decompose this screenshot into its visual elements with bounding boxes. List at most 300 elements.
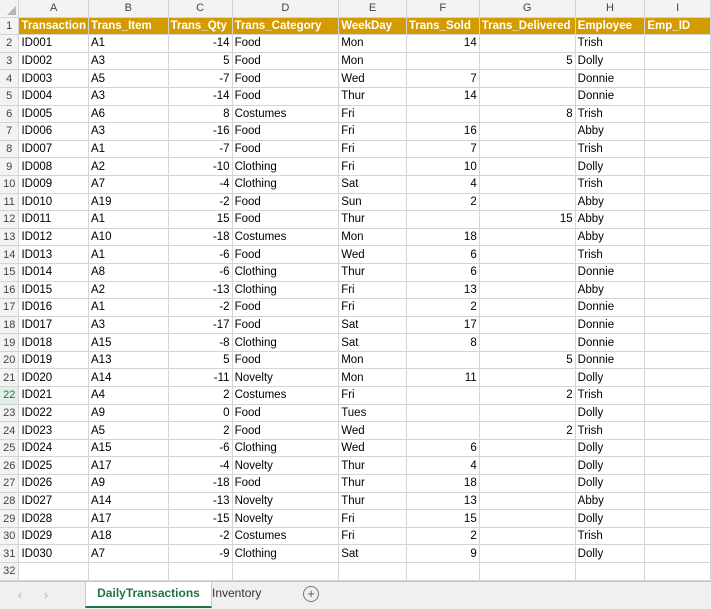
cell-b30[interactable]: A18 — [89, 527, 169, 545]
cell-g3[interactable]: 5 — [479, 52, 575, 70]
column-header-h[interactable]: H — [575, 0, 645, 17]
cell-f1[interactable]: Trans_Sold — [406, 17, 479, 35]
cell-f26[interactable]: 4 — [406, 457, 479, 475]
cell-a16[interactable]: ID015 — [19, 281, 89, 299]
cell-e28[interactable]: Thur — [339, 492, 407, 510]
cell-b24[interactable]: A5 — [89, 422, 169, 440]
cell-h10[interactable]: Trish — [575, 175, 645, 193]
row-header-22[interactable]: 22 — [0, 387, 19, 405]
cell-f12[interactable] — [406, 211, 479, 229]
row-header-32[interactable]: 32 — [0, 563, 19, 581]
cell-i3[interactable] — [645, 52, 711, 70]
cell-i17[interactable] — [645, 299, 711, 317]
cell-e9[interactable]: Fri — [339, 158, 407, 176]
cell-d24[interactable]: Food — [232, 422, 339, 440]
cell-c1[interactable]: Trans_Qty — [168, 17, 232, 35]
cell-c27[interactable]: -18 — [168, 475, 232, 493]
cell-h22[interactable]: Trish — [575, 387, 645, 405]
cell-d25[interactable]: Clothing — [232, 439, 339, 457]
row-header-29[interactable]: 29 — [0, 510, 19, 528]
cell-g30[interactable] — [479, 527, 575, 545]
cell-d16[interactable]: Clothing — [232, 281, 339, 299]
cell-d15[interactable]: Clothing — [232, 263, 339, 281]
cell-d20[interactable]: Food — [232, 351, 339, 369]
cell-i11[interactable] — [645, 193, 711, 211]
cell-i4[interactable] — [645, 70, 711, 88]
cell-h12[interactable]: Abby — [575, 211, 645, 229]
cell-g2[interactable] — [479, 35, 575, 53]
cell-h21[interactable]: Dolly — [575, 369, 645, 387]
cell-c2[interactable]: -14 — [168, 35, 232, 53]
cell-h32[interactable] — [575, 563, 645, 581]
cell-f19[interactable]: 8 — [406, 334, 479, 352]
cell-d13[interactable]: Costumes — [232, 228, 339, 246]
cell-c18[interactable]: -17 — [168, 316, 232, 334]
cell-h6[interactable]: Trish — [575, 105, 645, 123]
row-header-9[interactable]: 9 — [0, 158, 19, 176]
sheet-tab-dailytransactions[interactable]: DailyTransactions — [85, 582, 212, 608]
cell-b10[interactable]: A7 — [89, 175, 169, 193]
cell-b4[interactable]: A5 — [89, 70, 169, 88]
cell-a28[interactable]: ID027 — [19, 492, 89, 510]
cell-e15[interactable]: Thur — [339, 263, 407, 281]
cell-c24[interactable]: 2 — [168, 422, 232, 440]
cell-f16[interactable]: 13 — [406, 281, 479, 299]
row-header-25[interactable]: 25 — [0, 439, 19, 457]
cell-h1[interactable]: Employee — [575, 17, 645, 35]
cell-g11[interactable] — [479, 193, 575, 211]
cell-e12[interactable]: Thur — [339, 211, 407, 229]
cell-a22[interactable]: ID021 — [19, 387, 89, 405]
cell-i30[interactable] — [645, 527, 711, 545]
cell-a13[interactable]: ID012 — [19, 228, 89, 246]
cell-f10[interactable]: 4 — [406, 175, 479, 193]
cell-g18[interactable] — [479, 316, 575, 334]
column-header-e[interactable]: E — [339, 0, 407, 17]
cell-g28[interactable] — [479, 492, 575, 510]
cell-f9[interactable]: 10 — [406, 158, 479, 176]
cell-f6[interactable] — [406, 105, 479, 123]
cell-g24[interactable]: 2 — [479, 422, 575, 440]
cell-h26[interactable]: Dolly — [575, 457, 645, 475]
cell-f7[interactable]: 16 — [406, 123, 479, 141]
row-header-24[interactable]: 24 — [0, 422, 19, 440]
cell-d8[interactable]: Food — [232, 140, 339, 158]
cell-b17[interactable]: A1 — [89, 299, 169, 317]
cell-h16[interactable]: Abby — [575, 281, 645, 299]
cell-i18[interactable] — [645, 316, 711, 334]
column-header-b[interactable]: B — [89, 0, 169, 17]
cell-c5[interactable]: -14 — [168, 87, 232, 105]
cell-b25[interactable]: A15 — [89, 439, 169, 457]
cell-b14[interactable]: A1 — [89, 246, 169, 264]
cell-e31[interactable]: Sat — [339, 545, 407, 563]
cell-b11[interactable]: A19 — [89, 193, 169, 211]
row-header-5[interactable]: 5 — [0, 87, 19, 105]
row-header-1[interactable]: 1 — [0, 17, 19, 35]
cell-c21[interactable]: -11 — [168, 369, 232, 387]
cell-g8[interactable] — [479, 140, 575, 158]
row-header-14[interactable]: 14 — [0, 246, 19, 264]
cell-d22[interactable]: Costumes — [232, 387, 339, 405]
cell-a18[interactable]: ID017 — [19, 316, 89, 334]
select-all-corner[interactable] — [0, 0, 19, 17]
cell-g17[interactable] — [479, 299, 575, 317]
cell-b7[interactable]: A3 — [89, 123, 169, 141]
cell-d29[interactable]: Novelty — [232, 510, 339, 528]
cell-d32[interactable] — [232, 563, 339, 581]
cell-i6[interactable] — [645, 105, 711, 123]
cell-d21[interactable]: Novelty — [232, 369, 339, 387]
cell-i14[interactable] — [645, 246, 711, 264]
cell-h7[interactable]: Abby — [575, 123, 645, 141]
cell-c25[interactable]: -6 — [168, 439, 232, 457]
row-header-19[interactable]: 19 — [0, 334, 19, 352]
cell-d9[interactable]: Clothing — [232, 158, 339, 176]
cell-d2[interactable]: Food — [232, 35, 339, 53]
cell-a20[interactable]: ID019 — [19, 351, 89, 369]
cell-g1[interactable]: Trans_Delivered — [479, 17, 575, 35]
cell-f2[interactable]: 14 — [406, 35, 479, 53]
cell-b27[interactable]: A9 — [89, 475, 169, 493]
cell-c3[interactable]: 5 — [168, 52, 232, 70]
cell-f30[interactable]: 2 — [406, 527, 479, 545]
cell-e23[interactable]: Tues — [339, 404, 407, 422]
cell-a19[interactable]: ID018 — [19, 334, 89, 352]
row-header-31[interactable]: 31 — [0, 545, 19, 563]
cell-c14[interactable]: -6 — [168, 246, 232, 264]
cell-g32[interactable] — [479, 563, 575, 581]
cell-c19[interactable]: -8 — [168, 334, 232, 352]
cell-b32[interactable] — [89, 563, 169, 581]
cell-h19[interactable]: Donnie — [575, 334, 645, 352]
cell-h9[interactable]: Dolly — [575, 158, 645, 176]
cell-i2[interactable] — [645, 35, 711, 53]
row-header-16[interactable]: 16 — [0, 281, 19, 299]
cell-g4[interactable] — [479, 70, 575, 88]
cell-h8[interactable]: Trish — [575, 140, 645, 158]
cell-e32[interactable] — [339, 563, 407, 581]
cell-i20[interactable] — [645, 351, 711, 369]
cell-i7[interactable] — [645, 123, 711, 141]
scroll-tabs-right-icon[interactable]: › — [44, 588, 48, 602]
cell-g23[interactable] — [479, 404, 575, 422]
cell-f21[interactable]: 11 — [406, 369, 479, 387]
cell-h23[interactable]: Dolly — [575, 404, 645, 422]
cell-g10[interactable] — [479, 175, 575, 193]
cell-e22[interactable]: Fri — [339, 387, 407, 405]
cell-c12[interactable]: 15 — [168, 211, 232, 229]
cell-c15[interactable]: -6 — [168, 263, 232, 281]
cell-g9[interactable] — [479, 158, 575, 176]
cell-b8[interactable]: A1 — [89, 140, 169, 158]
cell-a8[interactable]: ID007 — [19, 140, 89, 158]
cell-g21[interactable] — [479, 369, 575, 387]
row-header-18[interactable]: 18 — [0, 316, 19, 334]
cell-c32[interactable] — [168, 563, 232, 581]
cell-d10[interactable]: Clothing — [232, 175, 339, 193]
cell-f11[interactable]: 2 — [406, 193, 479, 211]
cell-i5[interactable] — [645, 87, 711, 105]
cell-g26[interactable] — [479, 457, 575, 475]
row-header-21[interactable]: 21 — [0, 369, 19, 387]
cell-f14[interactable]: 6 — [406, 246, 479, 264]
cell-g29[interactable] — [479, 510, 575, 528]
cell-h2[interactable]: Trish — [575, 35, 645, 53]
cell-f22[interactable] — [406, 387, 479, 405]
cell-e14[interactable]: Wed — [339, 246, 407, 264]
cell-e11[interactable]: Sun — [339, 193, 407, 211]
row-header-6[interactable]: 6 — [0, 105, 19, 123]
cell-f23[interactable] — [406, 404, 479, 422]
cell-d31[interactable]: Clothing — [232, 545, 339, 563]
cell-h31[interactable]: Dolly — [575, 545, 645, 563]
cell-b15[interactable]: A8 — [89, 263, 169, 281]
cell-b26[interactable]: A17 — [89, 457, 169, 475]
cell-g12[interactable]: 15 — [479, 211, 575, 229]
cell-e8[interactable]: Fri — [339, 140, 407, 158]
cell-c7[interactable]: -16 — [168, 123, 232, 141]
row-header-20[interactable]: 20 — [0, 351, 19, 369]
cell-a1[interactable]: Transaction — [19, 17, 89, 35]
cell-a26[interactable]: ID025 — [19, 457, 89, 475]
cell-b23[interactable]: A9 — [89, 404, 169, 422]
cell-h3[interactable]: Dolly — [575, 52, 645, 70]
cell-g7[interactable] — [479, 123, 575, 141]
column-header-c[interactable]: C — [168, 0, 232, 17]
cell-a7[interactable]: ID006 — [19, 123, 89, 141]
cell-g25[interactable] — [479, 439, 575, 457]
cell-h27[interactable]: Dolly — [575, 475, 645, 493]
cell-e29[interactable]: Fri — [339, 510, 407, 528]
cell-c23[interactable]: 0 — [168, 404, 232, 422]
row-header-8[interactable]: 8 — [0, 140, 19, 158]
row-header-13[interactable]: 13 — [0, 228, 19, 246]
cell-a5[interactable]: ID004 — [19, 87, 89, 105]
cell-h15[interactable]: Donnie — [575, 263, 645, 281]
cell-h18[interactable]: Donnie — [575, 316, 645, 334]
cell-e20[interactable]: Mon — [339, 351, 407, 369]
cell-e30[interactable]: Fri — [339, 527, 407, 545]
cell-c9[interactable]: -10 — [168, 158, 232, 176]
column-header-i[interactable]: I — [645, 0, 711, 17]
row-header-3[interactable]: 3 — [0, 52, 19, 70]
cell-h17[interactable]: Donnie — [575, 299, 645, 317]
cell-c10[interactable]: -4 — [168, 175, 232, 193]
cell-a11[interactable]: ID010 — [19, 193, 89, 211]
cell-g13[interactable] — [479, 228, 575, 246]
cell-i1[interactable]: Emp_ID — [645, 17, 711, 35]
cell-a15[interactable]: ID014 — [19, 263, 89, 281]
cell-i10[interactable] — [645, 175, 711, 193]
cell-b21[interactable]: A14 — [89, 369, 169, 387]
cell-e24[interactable]: Wed — [339, 422, 407, 440]
cell-b20[interactable]: A13 — [89, 351, 169, 369]
cell-a12[interactable]: ID011 — [19, 211, 89, 229]
cell-f5[interactable]: 14 — [406, 87, 479, 105]
cell-i28[interactable] — [645, 492, 711, 510]
cell-d1[interactable]: Trans_Category — [232, 17, 339, 35]
column-header-d[interactable]: D — [232, 0, 339, 17]
row-header-11[interactable]: 11 — [0, 193, 19, 211]
cell-d27[interactable]: Food — [232, 475, 339, 493]
cell-e3[interactable]: Mon — [339, 52, 407, 70]
cell-e16[interactable]: Fri — [339, 281, 407, 299]
cell-f31[interactable]: 9 — [406, 545, 479, 563]
cell-b22[interactable]: A4 — [89, 387, 169, 405]
cell-d28[interactable]: Novelty — [232, 492, 339, 510]
cell-g20[interactable]: 5 — [479, 351, 575, 369]
cell-f8[interactable]: 7 — [406, 140, 479, 158]
cell-f20[interactable] — [406, 351, 479, 369]
cell-c22[interactable]: 2 — [168, 387, 232, 405]
cell-a29[interactable]: ID028 — [19, 510, 89, 528]
cell-i25[interactable] — [645, 439, 711, 457]
cell-a3[interactable]: ID002 — [19, 52, 89, 70]
row-header-10[interactable]: 10 — [0, 175, 19, 193]
cell-d18[interactable]: Food — [232, 316, 339, 334]
cell-d4[interactable]: Food — [232, 70, 339, 88]
cell-d30[interactable]: Costumes — [232, 527, 339, 545]
cell-g22[interactable]: 2 — [479, 387, 575, 405]
cell-g5[interactable] — [479, 87, 575, 105]
cell-f13[interactable]: 18 — [406, 228, 479, 246]
cell-d11[interactable]: Food — [232, 193, 339, 211]
cell-c26[interactable]: -4 — [168, 457, 232, 475]
cell-i32[interactable] — [645, 563, 711, 581]
cell-i8[interactable] — [645, 140, 711, 158]
cell-d17[interactable]: Food — [232, 299, 339, 317]
cell-c13[interactable]: -18 — [168, 228, 232, 246]
cell-g14[interactable] — [479, 246, 575, 264]
cell-h29[interactable]: Dolly — [575, 510, 645, 528]
cell-d12[interactable]: Food — [232, 211, 339, 229]
cell-c31[interactable]: -9 — [168, 545, 232, 563]
cell-h13[interactable]: Abby — [575, 228, 645, 246]
row-header-4[interactable]: 4 — [0, 70, 19, 88]
cell-d26[interactable]: Novelty — [232, 457, 339, 475]
row-header-26[interactable]: 26 — [0, 457, 19, 475]
cell-a2[interactable]: ID001 — [19, 35, 89, 53]
cell-e6[interactable]: Fri — [339, 105, 407, 123]
cell-g27[interactable] — [479, 475, 575, 493]
cell-c17[interactable]: -2 — [168, 299, 232, 317]
cell-e17[interactable]: Fri — [339, 299, 407, 317]
cell-a21[interactable]: ID020 — [19, 369, 89, 387]
cell-b13[interactable]: A10 — [89, 228, 169, 246]
cell-e27[interactable]: Thur — [339, 475, 407, 493]
cell-h24[interactable]: Trish — [575, 422, 645, 440]
cell-g19[interactable] — [479, 334, 575, 352]
cell-b19[interactable]: A15 — [89, 334, 169, 352]
cell-h11[interactable]: Abby — [575, 193, 645, 211]
cell-i19[interactable] — [645, 334, 711, 352]
cell-c29[interactable]: -15 — [168, 510, 232, 528]
cell-b28[interactable]: A14 — [89, 492, 169, 510]
cell-d7[interactable]: Food — [232, 123, 339, 141]
row-header-30[interactable]: 30 — [0, 527, 19, 545]
cell-a6[interactable]: ID005 — [19, 105, 89, 123]
cell-d19[interactable]: Clothing — [232, 334, 339, 352]
row-header-12[interactable]: 12 — [0, 211, 19, 229]
cell-a4[interactable]: ID003 — [19, 70, 89, 88]
cell-e5[interactable]: Thur — [339, 87, 407, 105]
cell-e4[interactable]: Wed — [339, 70, 407, 88]
cell-f24[interactable] — [406, 422, 479, 440]
row-header-28[interactable]: 28 — [0, 492, 19, 510]
cell-c4[interactable]: -7 — [168, 70, 232, 88]
cell-a10[interactable]: ID009 — [19, 175, 89, 193]
cell-c28[interactable]: -13 — [168, 492, 232, 510]
cell-f18[interactable]: 17 — [406, 316, 479, 334]
cell-f15[interactable]: 6 — [406, 263, 479, 281]
cell-e10[interactable]: Sat — [339, 175, 407, 193]
cell-c11[interactable]: -2 — [168, 193, 232, 211]
cell-f29[interactable]: 15 — [406, 510, 479, 528]
cell-a31[interactable]: ID030 — [19, 545, 89, 563]
cell-c20[interactable]: 5 — [168, 351, 232, 369]
cell-f17[interactable]: 2 — [406, 299, 479, 317]
cell-i31[interactable] — [645, 545, 711, 563]
cell-a14[interactable]: ID013 — [19, 246, 89, 264]
cell-d14[interactable]: Food — [232, 246, 339, 264]
cell-b16[interactable]: A2 — [89, 281, 169, 299]
cell-b3[interactable]: A3 — [89, 52, 169, 70]
cell-e25[interactable]: Wed — [339, 439, 407, 457]
cell-d6[interactable]: Costumes — [232, 105, 339, 123]
cell-e2[interactable]: Mon — [339, 35, 407, 53]
cell-a25[interactable]: ID024 — [19, 439, 89, 457]
cell-i13[interactable] — [645, 228, 711, 246]
cell-e21[interactable]: Mon — [339, 369, 407, 387]
cell-h4[interactable]: Donnie — [575, 70, 645, 88]
cell-f28[interactable]: 13 — [406, 492, 479, 510]
cell-h14[interactable]: Trish — [575, 246, 645, 264]
row-header-23[interactable]: 23 — [0, 404, 19, 422]
cell-g15[interactable] — [479, 263, 575, 281]
cell-h30[interactable]: Trish — [575, 527, 645, 545]
cell-i12[interactable] — [645, 211, 711, 229]
column-header-g[interactable]: G — [479, 0, 575, 17]
cell-g6[interactable]: 8 — [479, 105, 575, 123]
row-header-15[interactable]: 15 — [0, 263, 19, 281]
cell-c6[interactable]: 8 — [168, 105, 232, 123]
cell-d3[interactable]: Food — [232, 52, 339, 70]
cell-h20[interactable]: Donnie — [575, 351, 645, 369]
cell-h25[interactable]: Dolly — [575, 439, 645, 457]
cell-c30[interactable]: -2 — [168, 527, 232, 545]
cell-b29[interactable]: A17 — [89, 510, 169, 528]
cell-e19[interactable]: Sat — [339, 334, 407, 352]
cell-g31[interactable] — [479, 545, 575, 563]
cell-c16[interactable]: -13 — [168, 281, 232, 299]
row-header-17[interactable]: 17 — [0, 299, 19, 317]
cell-f4[interactable]: 7 — [406, 70, 479, 88]
cell-a24[interactable]: ID023 — [19, 422, 89, 440]
column-header-a[interactable]: A — [19, 0, 89, 17]
cell-a30[interactable]: ID029 — [19, 527, 89, 545]
cell-i27[interactable] — [645, 475, 711, 493]
cell-b31[interactable]: A7 — [89, 545, 169, 563]
cell-b9[interactable]: A2 — [89, 158, 169, 176]
cell-f32[interactable] — [406, 563, 479, 581]
cell-b2[interactable]: A1 — [89, 35, 169, 53]
row-header-7[interactable]: 7 — [0, 123, 19, 141]
cell-i15[interactable] — [645, 263, 711, 281]
cell-i23[interactable] — [645, 404, 711, 422]
cell-f25[interactable]: 6 — [406, 439, 479, 457]
cell-i29[interactable] — [645, 510, 711, 528]
